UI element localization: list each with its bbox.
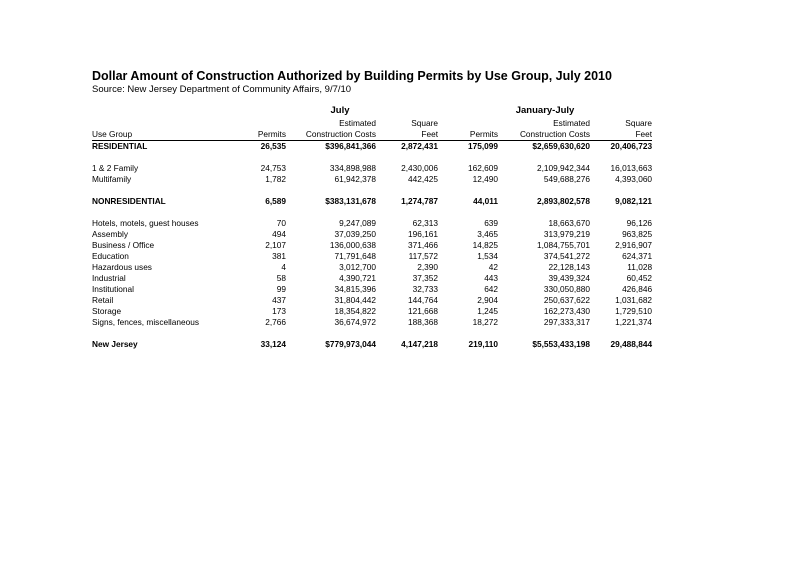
permits-july-cell: 58 <box>276 273 286 283</box>
permits-ytd-cell: 12,490 <box>472 174 499 184</box>
feet-ytd-cell: 1,221,374 <box>615 317 653 327</box>
costs-ytd-cell: $5,553,433,198 <box>532 339 591 349</box>
costs-july-cell: 34,815,396 <box>334 284 376 294</box>
report-source: Source: New Jersey Department of Community Affairs, 9/7/10 <box>92 84 352 95</box>
feet-ytd-cell: 11,028 <box>627 262 653 272</box>
feet-ytd-cell: 20,406,723 <box>610 141 653 151</box>
costs-ytd-cell: 330,050,880 <box>543 284 591 294</box>
feet-july-cell: 2,872,431 <box>401 141 439 151</box>
permits-ytd-cell: 1,245 <box>477 306 499 316</box>
permits-july-cell: 2,107 <box>265 240 286 250</box>
costs-ytd-cell: 2,893,802,578 <box>536 196 591 206</box>
permits-july-cell: 33,124 <box>260 339 286 349</box>
costs-july-cell: 71,791,648 <box>334 251 376 261</box>
costs-july-cell: 334,898,988 <box>329 163 376 173</box>
costs-ytd-cell: 297,333,317 <box>543 317 591 327</box>
costs-july-cell: $383,131,678 <box>325 196 376 206</box>
feet-july-cell: 2,390 <box>417 262 439 272</box>
use-group-cell: Storage <box>92 306 122 316</box>
use-group-cell: Retail <box>92 295 114 305</box>
use-group-cell: Business / Office <box>92 240 155 250</box>
col-header-permits-ytd: Permits <box>438 129 498 141</box>
permits-ytd-cell: 18,272 <box>472 317 499 327</box>
costs-july-cell: 37,039,250 <box>334 229 376 239</box>
use-group-cell: Hotels, motels, guest houses <box>92 218 199 228</box>
costs-july-cell: 31,804,442 <box>334 295 376 305</box>
use-group-cell: Multifamily <box>92 174 132 184</box>
table-row <box>92 240 652 251</box>
permits-july-cell: 24,753 <box>260 163 286 173</box>
permits-july-cell: 4 <box>281 262 286 272</box>
costs-july-cell: $779,973,044 <box>325 339 376 349</box>
permits-ytd-cell: 14,825 <box>472 240 499 250</box>
permits-ytd-cell: 642 <box>484 284 499 294</box>
costs-ytd-cell: 39,439,324 <box>548 273 591 283</box>
table-row <box>92 295 652 306</box>
feet-ytd-cell: 29,488,844 <box>610 339 653 349</box>
feet-ytd-cell: 4,393,060 <box>615 174 653 184</box>
feet-ytd-cell: 426,846 <box>622 284 653 294</box>
permits-table <box>92 103 652 350</box>
costs-ytd-cell: 18,663,670 <box>548 218 591 228</box>
permits-ytd-cell: 443 <box>484 273 499 283</box>
feet-july-cell: 1,274,787 <box>401 196 439 206</box>
permits-july-cell: 381 <box>272 251 286 261</box>
feet-july-cell: 117,572 <box>408 251 439 261</box>
use-group-cell: Industrial <box>92 273 126 283</box>
group-header-ytd: January-July <box>515 105 575 116</box>
col-header-costs-ytd: Construction Costs <box>498 129 590 141</box>
permits-july-cell: 6,589 <box>265 196 286 206</box>
table-row <box>92 284 652 295</box>
permits-ytd-cell: 639 <box>484 218 499 228</box>
feet-july-cell: 144,764 <box>408 295 439 305</box>
table-row <box>92 262 652 273</box>
use-group-cell: Assembly <box>92 229 128 239</box>
feet-ytd-cell: 96,126 <box>626 218 653 228</box>
table-row <box>92 306 652 317</box>
col-header-permits-july: Permits <box>242 129 286 141</box>
costs-july-cell: 3,012,700 <box>339 262 376 272</box>
feet-ytd-cell: 1,031,682 <box>615 295 653 305</box>
permits-ytd-cell: 162,609 <box>468 163 499 173</box>
costs-ytd-cell: $2,659,630,620 <box>532 141 591 151</box>
feet-july-cell: 62,313 <box>412 218 439 228</box>
table-row <box>92 141 652 153</box>
table-row <box>92 218 652 229</box>
use-group-cell: Institutional <box>92 284 134 294</box>
table-row <box>92 163 652 174</box>
use-group-cell: NONRESIDENTIAL <box>92 196 166 206</box>
costs-ytd-cell: 162,273,430 <box>543 306 591 316</box>
feet-ytd-cell: 2,916,907 <box>615 240 653 250</box>
table-row <box>92 174 652 185</box>
col-header-square-ytd: Square <box>625 118 653 128</box>
permits-ytd-cell: 1,534 <box>477 251 499 261</box>
col-header-estimated-ytd: Estimated <box>553 118 591 128</box>
feet-ytd-cell: 1,729,510 <box>615 306 653 316</box>
use-group-cell: Education <box>92 251 129 261</box>
permits-july-cell: 1,782 <box>265 174 286 184</box>
col-header-feet-ytd: Feet <box>590 129 652 141</box>
use-group-cell: Hazardous uses <box>92 262 152 272</box>
permits-july-cell: 2,766 <box>265 317 286 327</box>
col-header-feet-july: Feet <box>376 129 438 141</box>
feet-july-cell: 37,352 <box>412 273 439 283</box>
table-row <box>92 196 652 207</box>
costs-ytd-cell: 22,128,143 <box>548 262 591 272</box>
use-group-cell: 1 & 2 Family <box>92 163 139 173</box>
feet-july-cell: 442,425 <box>408 174 439 184</box>
costs-july-cell: 4,390,721 <box>339 273 376 283</box>
permits-july-cell: 70 <box>276 218 286 228</box>
costs-ytd-cell: 2,109,942,344 <box>536 163 591 173</box>
costs-ytd-cell: 250,637,622 <box>543 295 591 305</box>
report <box>92 68 653 349</box>
costs-ytd-cell: 374,541,272 <box>543 251 591 261</box>
permits-july-cell: 173 <box>272 306 286 316</box>
table-row <box>92 339 652 350</box>
costs-ytd-cell: 313,979,219 <box>543 229 591 239</box>
feet-ytd-cell: 9,082,121 <box>615 196 653 206</box>
group-header-july: July <box>330 105 350 116</box>
feet-july-cell: 2,430,006 <box>401 163 439 173</box>
feet-july-cell: 188,368 <box>408 317 439 327</box>
permits-ytd-cell: 42 <box>488 262 499 272</box>
table-row <box>92 317 652 328</box>
col-header-square-july: Square <box>411 118 439 128</box>
table-row <box>92 251 652 262</box>
col-header-estimated-july: Estimated <box>339 118 376 128</box>
use-group-cell: New Jersey <box>92 339 138 349</box>
costs-ytd-cell: 549,688,276 <box>543 174 591 184</box>
feet-ytd-cell: 624,371 <box>622 251 653 261</box>
costs-july-cell: $396,841,366 <box>325 141 376 151</box>
feet-july-cell: 196,161 <box>408 229 439 239</box>
costs-july-cell: 9,247,089 <box>339 218 376 228</box>
col-header-use-group: Use Group <box>92 129 242 141</box>
costs-july-cell: 18,354,822 <box>334 306 376 316</box>
costs-july-cell: 36,674,972 <box>334 317 376 327</box>
permits-ytd-cell: 219,110 <box>468 339 499 349</box>
col-header-costs-july: Construction Costs <box>286 129 376 141</box>
permits-ytd-cell: 44,011 <box>473 196 499 206</box>
permits-ytd-cell: 2,904 <box>477 295 499 305</box>
table-row <box>92 229 652 240</box>
costs-ytd-cell: 1,084,755,701 <box>536 240 591 250</box>
report-title: Dollar Amount of Construction Authorized by Building Permits by Use Group, July 2010 <box>92 69 612 83</box>
feet-ytd-cell: 963,825 <box>622 229 653 239</box>
feet-july-cell: 371,466 <box>408 240 439 250</box>
permits-ytd-cell: 3,465 <box>477 229 499 239</box>
permits-july-cell: 494 <box>272 229 286 239</box>
feet-ytd-cell: 60,452 <box>626 273 653 283</box>
feet-july-cell: 121,668 <box>408 306 439 316</box>
feet-july-cell: 4,147,218 <box>401 339 439 349</box>
costs-july-cell: 136,000,638 <box>329 240 376 250</box>
costs-july-cell: 61,942,378 <box>334 174 376 184</box>
table-row <box>92 273 652 284</box>
feet-july-cell: 32,733 <box>412 284 439 294</box>
feet-ytd-cell: 16,013,663 <box>610 163 653 173</box>
permits-july-cell: 99 <box>276 284 286 294</box>
permits-july-cell: 437 <box>272 295 286 305</box>
permits-july-cell: 26,535 <box>260 141 286 151</box>
permits-ytd-cell: 175,099 <box>468 141 499 151</box>
use-group-cell: RESIDENTIAL <box>92 141 148 151</box>
use-group-cell: Signs, fences, miscellaneous <box>92 317 199 327</box>
